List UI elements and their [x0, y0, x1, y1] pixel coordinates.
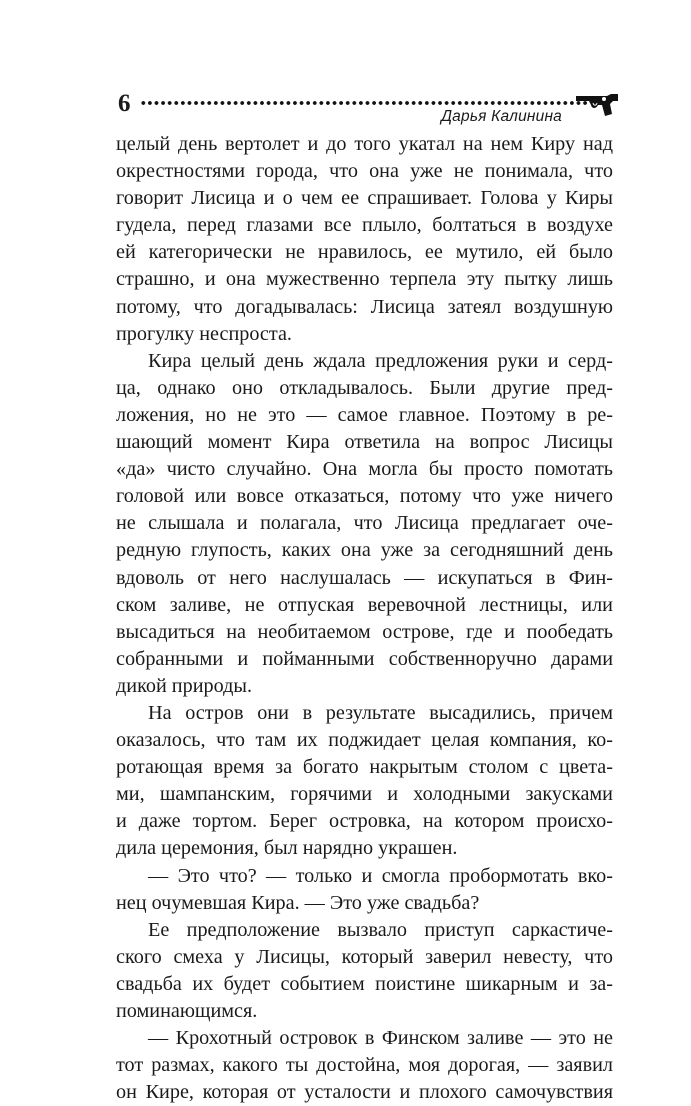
paragraph-first-line: — Крохотный островок в Финском заливе — это не: [148, 1027, 613, 1050]
text-line: гудела, перед глазами все плыло, болтаться в воздухе: [116, 214, 613, 237]
text-line: он Кире, которая от усталости и плохого самочувствия: [116, 1081, 613, 1104]
text-line: потому, что догадывалась: Лисица затеял воздушную: [116, 295, 613, 318]
text-line: ца, однако оно откладывалось. Были другие пред-: [116, 376, 613, 399]
text-line: редную глупость, каких она уже за сегодняшний день: [116, 539, 613, 562]
text-line: собранными и пойманными собственноручно дарами: [116, 647, 613, 670]
text-line: дила церемония, был нарядно украшен.: [116, 837, 458, 860]
text-line: окрестностями города, что она уже не понимала, что: [116, 160, 613, 183]
text-line: ском заливе, не отпуская веревочной лестницы, или: [116, 593, 613, 616]
text-line: ложения, но не это — самое главное. Поэтому в ре-: [116, 403, 613, 426]
text-line: вдоволь от него наслушалась — искупаться в Фин-: [116, 566, 613, 589]
dotted-rule: [140, 100, 588, 106]
text-line: оказалось, что там их поджидает целая компания, ко-: [116, 729, 613, 752]
paragraph-first-line: Кира целый день ждала предложения руки и серд-: [148, 349, 613, 372]
page-number: 6: [118, 90, 131, 117]
text-line: страшно, и она мужественно терпела эту пытку лишь: [116, 268, 613, 291]
text-line: и даже тортом. Берег островка, на котором происхо-: [116, 810, 613, 833]
paragraph-first-line: Ее предположение вызвало приступ саркастиче-: [148, 918, 613, 941]
text-line: «да» чисто случайно. Она могла бы просто помотать: [116, 458, 613, 481]
paragraph-first-line: — Это что? — только и смогла пробормотать вко-: [148, 864, 613, 887]
author-name: Дарья Калинина: [441, 108, 562, 125]
text-line: поминающимся.: [116, 1000, 258, 1022]
running-header: [118, 88, 618, 128]
text-line: тот размах, какого ты достойна, моя дорогая, — заявил: [116, 1054, 613, 1077]
text-line: ей категорически не нравилось, ее мутило, ей было: [116, 241, 613, 264]
revolver-icon: [574, 90, 620, 118]
text-line: ского смеха у Лисицы, который заверил невесту, что: [116, 945, 613, 968]
paragraph-first-line: На остров они в результате высадились, причем: [148, 701, 613, 724]
text-line: шающий момент Кира ответила на вопрос Лисицы: [116, 431, 613, 454]
text-line: ротающая время за богато накрытым столом с цвета-: [116, 756, 613, 779]
text-line: ми, шампанским, горячими и холодными закусками: [116, 783, 613, 806]
text-line: прогулку неспроста.: [116, 322, 292, 345]
text-line: высадиться на необитаемом острове, где и пообедать: [116, 620, 613, 643]
text-line: нец очумевшая Кира. — Это уже свадьба?: [116, 891, 480, 914]
text-line: дикой природы.: [116, 674, 252, 697]
text-line: не слышала и полагала, что Лисица предлагает оче-: [116, 512, 613, 535]
body-text: [116, 131, 613, 1106]
text-line: целый день вертолет и до того укатал на нем Киру над: [116, 133, 613, 155]
text-line: свадьба их будет событием поистине шикарным и за-: [116, 972, 613, 995]
text-line: говорит Лисица и о чем ее спрашивает. Голова у Киры: [116, 187, 613, 210]
text-line: головой или вовсе отказаться, потому что уже ничего: [116, 485, 613, 508]
